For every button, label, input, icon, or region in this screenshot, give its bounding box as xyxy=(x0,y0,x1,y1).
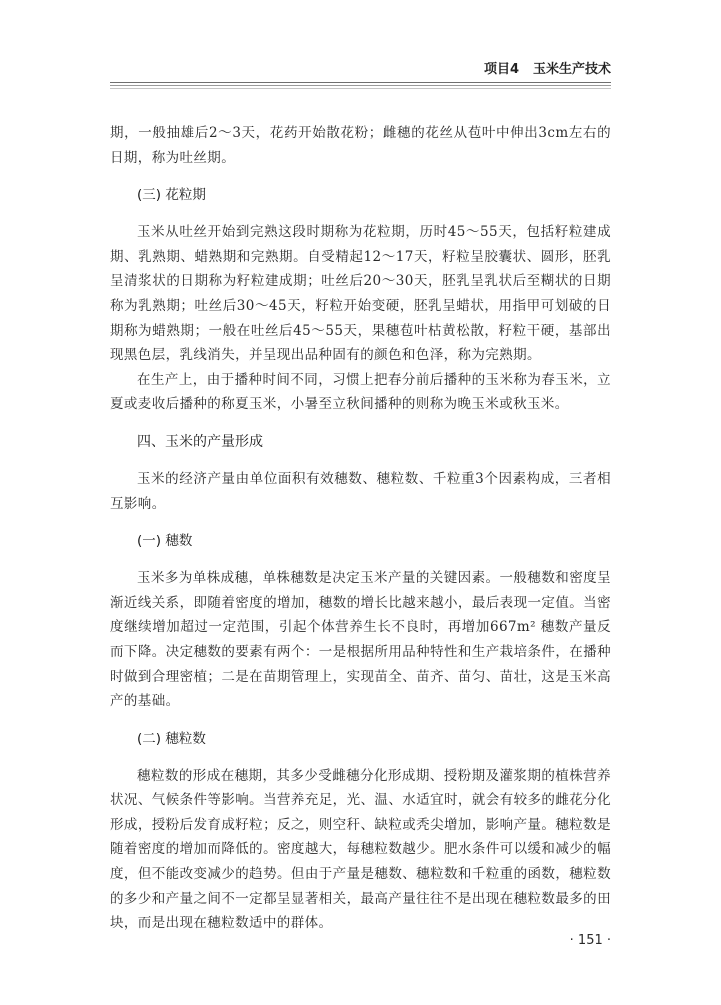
paragraph-kernels-per-ear: 穗粒数的形成在穗期，其多少受雌穗分化形成期、授粉期及灌浆期的植株营养状况、气候条件等影响。当营养充足，光、温、水适宜时，就会有较多的雌花分化形成，授粉后发育成籽粒；反之，则空秆、缺粒或秃尖增加，影响产量。穗粒数是随着密度的增加而降低的。密度越大，每穗粒数越少。肥水条件可以缓和减少的幅度，但不能改变减少的趋势。但由于产量是穗数、穗粒数和千粒重的函数，穗粒数的多少和产量之间不一定都呈显著相关，最高产量往往不是出现在穗粒数最多的田块，而是出现在穗粒数适中的群体。 xyxy=(110,767,611,932)
header-rule-top xyxy=(110,82,611,83)
paragraph-yield-factors: 玉米的经济产量由单位面积有效穗数、穗粒数、千粒重3个因素构成，三者相互影响。 xyxy=(110,470,611,512)
header-project-number: 项目4 xyxy=(483,62,519,77)
subheading-ear-number: (一) 穗数 xyxy=(137,533,193,550)
running-header xyxy=(0,58,611,77)
header-rule-bottom xyxy=(110,88,611,89)
header-rule-middle xyxy=(110,85,611,86)
subheading-kernels-per-ear: (二) 穗粒数 xyxy=(137,730,206,747)
subheading-flowering-grain-stage: (三) 花粒期 xyxy=(137,187,206,204)
paragraph-sowing-time: 在生产上，由于播种时间不同，习惯上把春分前后播种的玉米称为春玉米，立夏或麦收后播种的称夏玉米，小暑至立秋间播种的则称为晚玉米或秋玉米。 xyxy=(110,371,611,413)
page-body xyxy=(110,121,611,936)
paragraph-ear-number: 玉米多为单株成穗，单株穗数是决定玉米产量的关键因素。一般穗数和密度呈渐近线关系，即随着密度的增加，穗数的增长比越来越小，最后表现一定值。当密度继续增加超过一定范围，引起个体营养生长不良时，再增加667m² 穗数产量反而下降。决定穗数的要素有两个：一是根据所用品种特性和生产栽培条件，在播种时做到合理密植；二是在苗期管理上，实现苗全、苗齐、苗匀、苗壮，这是玉米高产的基础。 xyxy=(110,570,611,710)
paragraph-continued: 期，一般抽雄后2～3天，花药开始散花粉；雌穗的花丝从苞叶中伸出3cm左右的日期，称为吐丝期。 xyxy=(110,125,611,166)
paragraph-flowering-grain-stage: 玉米从吐丝开始到完熟这段时期称为花粒期，历时45～55天，包括籽粒建成期、乳熟期、蜡熟期和完熟期。自受精起12～17天，籽粒呈胶囊状、圆形，胚乳呈清浆状的日期称为籽粒建成期；吐丝后20～30天，胚乳呈乳状后至糊状的日期称为乳熟期；吐丝后30～45天，籽粒开始变硬，胚乳呈蜡状，用指甲可划破的日期称为蜡熟期；一般在吐丝后45～55天，果穗苞叶枯黄松散，籽粒干硬，基部出现黑色层，乳线消失，并呈现出品种固有的颜色和色泽，称为完熟期。 xyxy=(110,224,611,364)
section-heading-yield-formation: 四、玉米的产量形成 xyxy=(137,433,263,450)
header-title: 玉米生产技术 xyxy=(532,62,611,77)
page-number: · 151 · xyxy=(569,933,611,948)
